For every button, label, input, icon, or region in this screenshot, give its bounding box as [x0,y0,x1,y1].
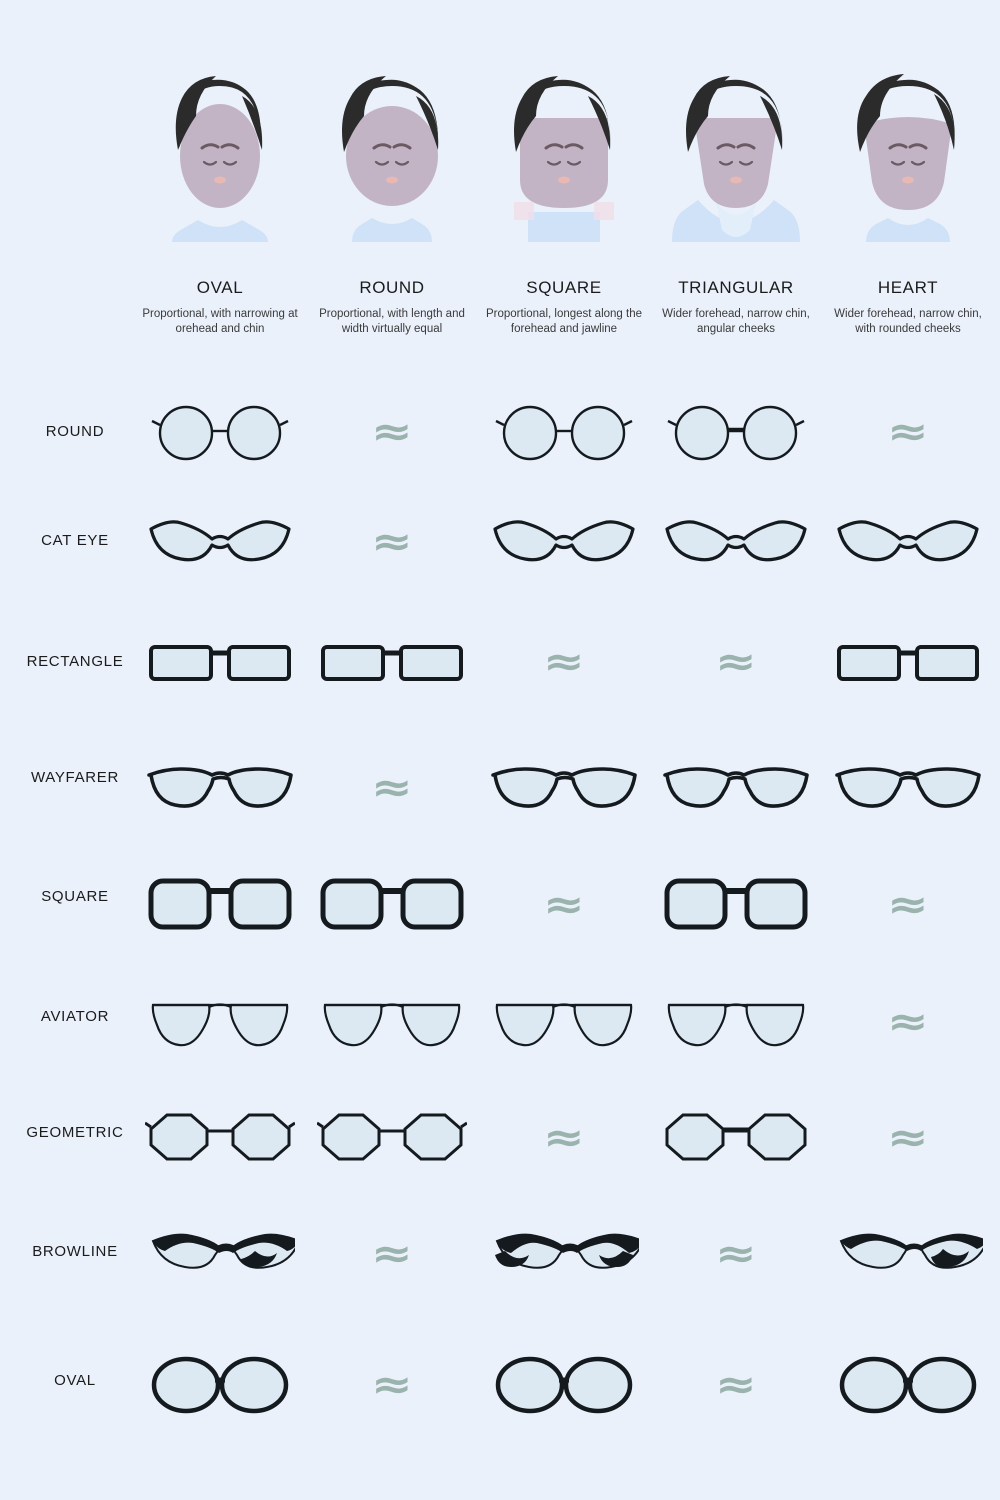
face-title: OVAL [196,278,244,297]
row-label-cat-eye: CAT EYE [41,532,109,549]
not-recommended-icon: ≈ [543,1115,585,1161]
geometric-glasses-icon [317,1103,467,1173]
face-type-header [0,0,1000,372]
heart-face-icon [822,52,994,242]
cell-square-heart [822,845,994,965]
cell-geometric-oval [134,1078,306,1198]
cell-round-triangular [650,372,822,492]
not-recommended-icon: ≈ [715,639,757,685]
row-label-wayfarer: WAYFARER [30,769,120,786]
aviator-glasses-icon [489,987,639,1057]
cell-geometric-square [478,1078,650,1198]
wayfarer-glasses-icon [661,753,811,823]
oval-face-icon [134,52,306,242]
cell-browline-triangular [650,1194,822,1314]
cell-round-round [306,372,478,492]
cat-eye-glasses-icon [145,507,295,577]
cell-wayfarer-heart [822,728,994,848]
cell-oval-oval [134,1325,306,1445]
not-recommended-icon: ≈ [371,409,413,455]
cell-geometric-triangular [650,1078,822,1198]
not-recommended-icon: ≈ [543,882,585,928]
row-label-aviator: AVIATOR [40,1008,110,1025]
wayfarer-glasses-icon [833,753,983,823]
browline-glasses-icon [145,1219,295,1289]
face-column-round [306,52,478,337]
round-glasses-icon [150,397,290,467]
row-label-round: ROUND [45,423,105,440]
browline-glasses-icon [489,1219,639,1289]
not-recommended-icon: ≈ [887,409,929,455]
face-column-square [478,52,650,337]
row-label-square: SQUARE [41,888,109,905]
cell-wayfarer-oval [134,728,306,848]
cat-eye-glasses-icon [489,507,639,577]
row-label-rectangle: RECTANGLE [26,653,124,670]
face-title: SQUARE [526,278,602,297]
cell-cateye-square [478,482,650,602]
wayfarer-glasses-icon [145,753,295,823]
face-description: Proportional, longest along the forehead and jawline [486,308,642,335]
cell-geometric-heart [822,1078,994,1198]
cell-geometric-round [306,1078,478,1198]
square-glasses-icon [317,865,467,945]
cell-aviator-round [306,962,478,1082]
cell-browline-heart [822,1194,994,1314]
face-title: HEART [877,278,939,297]
cell-square-triangular [650,845,822,965]
geometric-glasses-icon [145,1103,295,1173]
cell-cateye-triangular [650,482,822,602]
not-recommended-icon: ≈ [887,882,929,928]
cell-browline-oval [134,1194,306,1314]
rectangle-glasses-icon [317,627,467,697]
oval-glasses-icon [489,1350,639,1420]
cell-rectangle-heart [822,602,994,722]
not-recommended-icon: ≈ [371,1231,413,1277]
face-description: Wider forehead, narrow chin, angular cheeks [662,308,810,335]
rectangle-glasses-icon [145,627,295,697]
cell-round-heart [822,372,994,492]
cell-round-square [478,372,650,492]
round-glasses-icon [494,397,634,467]
cell-cateye-heart [822,482,994,602]
cell-oval-heart [822,1325,994,1445]
round-glasses-icon [666,397,806,467]
cell-cateye-oval [134,482,306,602]
not-recommended-icon: ≈ [715,1231,757,1277]
not-recommended-icon: ≈ [715,1362,757,1408]
cell-oval-square [478,1325,650,1445]
not-recommended-icon: ≈ [371,519,413,565]
cell-square-square [478,845,650,965]
cell-wayfarer-square [478,728,650,848]
square-face-icon [478,52,650,242]
not-recommended-icon: ≈ [887,999,929,1045]
cell-rectangle-square [478,602,650,722]
not-recommended-icon: ≈ [371,765,413,811]
cell-rectangle-round [306,602,478,722]
cell-aviator-square [478,962,650,1082]
face-column-heart [822,52,994,337]
cell-rectangle-oval [134,602,306,722]
face-description: Proportional, with narrowing at orehead and chin [142,308,298,335]
aviator-glasses-icon [145,987,295,1057]
cell-round-oval [134,372,306,492]
cell-aviator-heart [822,962,994,1082]
cell-cateye-round [306,482,478,602]
face-column-oval [134,52,306,337]
cell-aviator-triangular [650,962,822,1082]
cat-eye-glasses-icon [833,507,983,577]
wayfarer-glasses-icon [489,753,639,823]
not-recommended-icon: ≈ [543,639,585,685]
oval-glasses-icon [145,1350,295,1420]
cell-square-round [306,845,478,965]
triangular-face-icon [650,52,822,242]
cell-rectangle-triangular [650,602,822,722]
aviator-glasses-icon [317,987,467,1057]
face-title: ROUND [359,278,425,297]
aviator-glasses-icon [661,987,811,1057]
cell-oval-round [306,1325,478,1445]
face-column-triangular [650,52,822,337]
cell-aviator-oval [134,962,306,1082]
geometric-glasses-icon [661,1103,811,1173]
face-description: Wider forehead, narrow chin, with rounded cheeks [834,308,982,335]
browline-glasses-icon [833,1219,983,1289]
cell-wayfarer-round [306,728,478,848]
cell-oval-triangular [650,1325,822,1445]
cell-square-oval [134,845,306,965]
row-label-oval: OVAL [54,1372,96,1389]
face-title: TRIANGULAR [678,278,794,297]
cat-eye-glasses-icon [661,507,811,577]
cell-wayfarer-triangular [650,728,822,848]
rectangle-glasses-icon [833,627,983,697]
square-glasses-icon [661,865,811,945]
row-label-geometric: GEOMETRIC [26,1124,124,1141]
oval-glasses-icon [833,1350,983,1420]
square-glasses-icon [145,865,295,945]
not-recommended-icon: ≈ [371,1362,413,1408]
not-recommended-icon: ≈ [887,1115,929,1161]
face-description: Proportional, with length and width virtually equal [319,308,465,335]
cell-browline-square [478,1194,650,1314]
cell-browline-round [306,1194,478,1314]
round-face-icon [306,52,478,242]
row-label-browline: BROWLINE [32,1243,118,1260]
